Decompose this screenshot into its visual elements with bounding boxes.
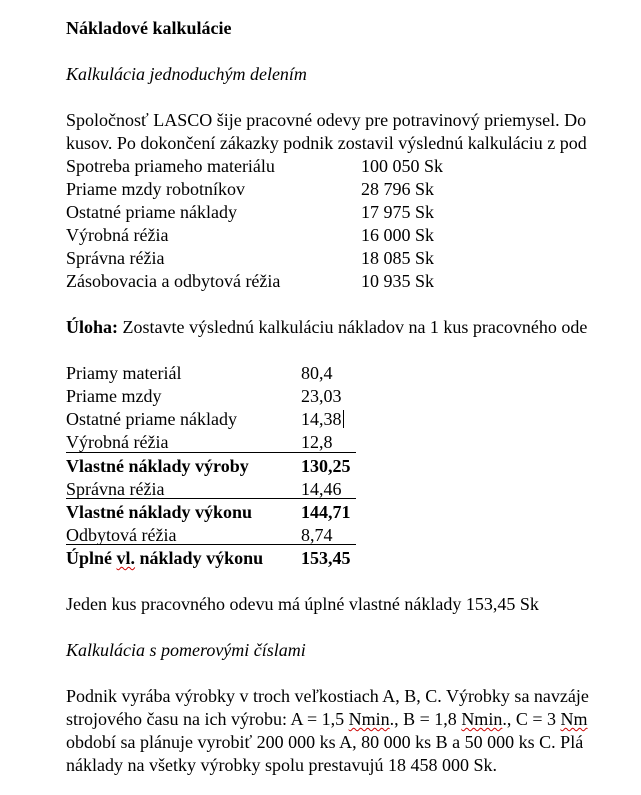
paragraph-line: Podnik vyrába výrobky v troch veľkostiach A, B, C. Výrobky sa navzáje xyxy=(66,686,589,706)
cost-label: Výrobná réžia xyxy=(66,225,169,245)
cost-label: Zásobovacia a odbytová réžia xyxy=(66,271,281,291)
paragraph-line: náklady na všetky výrobky spolu prestavujú 18 458 000 Sk. xyxy=(66,755,497,775)
spellcheck-word: Nmin xyxy=(348,709,390,729)
calc-row xyxy=(66,431,626,453)
calc-label: Vlastné náklady výkonu xyxy=(66,502,253,522)
calc-label-part: Úplné xyxy=(66,548,117,568)
calc-value-text: 14,38 xyxy=(301,409,342,429)
paragraph-line: období sa plánuje vyrobiť 200 000 ks A, 80 000 ks B a 50 000 ks C. Plá xyxy=(66,732,584,752)
cost-label: Priame mzdy robotníkov xyxy=(66,179,245,199)
cost-row xyxy=(66,201,626,223)
section-heading-ratio-numbers: Kalkulácia s pomerovými číslami xyxy=(66,640,306,660)
calc-value: 153,45 xyxy=(301,548,351,568)
spellcheck-word: Nmin xyxy=(461,709,503,729)
cost-label: Správna réžia xyxy=(66,248,165,268)
spellcheck-word: vl. xyxy=(116,548,136,568)
paragraph-line: kusov. Po dokončení zákazky podnik zostavil výslednú kalkuláciu z pod xyxy=(66,133,587,153)
cost-row xyxy=(66,247,626,269)
calc-label: Ostatné priame náklady xyxy=(66,409,237,429)
calc-row xyxy=(66,478,626,500)
text-cursor xyxy=(343,410,344,428)
cost-label: Ostatné priame náklady xyxy=(66,202,237,222)
task-label: Úloha: xyxy=(66,317,119,337)
calc-label: Odbytová réžia xyxy=(66,525,177,545)
subtotal-rule xyxy=(66,498,356,499)
calc-label: Priamy materiál xyxy=(66,363,182,383)
calc-label xyxy=(66,547,263,569)
calc-row-subtotal xyxy=(66,501,626,523)
summary-line: Jeden kus pracovného odevu má úplné vlastné náklady 153,45 Sk xyxy=(66,594,539,614)
calc-label: Výrobná réžia xyxy=(66,432,169,452)
calc-value: 12,8 xyxy=(301,432,333,452)
cost-row xyxy=(66,270,626,292)
calc-value: 14,46 xyxy=(301,479,342,499)
cost-value: 18 085 Sk xyxy=(361,248,435,268)
calc-row xyxy=(66,385,626,407)
subtotal-rule xyxy=(66,452,356,453)
paragraph-line xyxy=(66,708,588,730)
cost-value: 17 975 Sk xyxy=(361,202,435,222)
calc-row xyxy=(66,408,626,430)
text-run: ., C = 3 xyxy=(502,709,561,729)
calc-value: 8,74 xyxy=(301,525,333,545)
calc-label: Správna réžia xyxy=(66,479,165,499)
calc-row xyxy=(66,362,626,384)
calc-value xyxy=(301,408,344,430)
total-rule xyxy=(66,544,356,545)
document-title: Nákladové kalkulácie xyxy=(66,18,232,38)
calc-value: 23,03 xyxy=(301,386,342,406)
calc-label-part: náklady výkonu xyxy=(135,548,264,568)
cost-value: 16 000 Sk xyxy=(361,225,435,245)
paragraph-line: Spoločnosť LASCO šije pracovné odevy pre potravinový priemysel. Do xyxy=(66,110,587,130)
cost-row xyxy=(66,224,626,246)
cost-value: 10 935 Sk xyxy=(361,271,435,291)
cost-row xyxy=(66,155,626,177)
calc-row-total xyxy=(66,547,626,569)
calc-label: Priame mzdy xyxy=(66,386,162,406)
calc-value: 130,25 xyxy=(301,456,351,476)
cost-value: 28 796 Sk xyxy=(361,179,435,199)
calc-row-subtotal xyxy=(66,455,626,477)
cost-label: Spotreba priameho materiálu xyxy=(66,156,275,176)
task-line xyxy=(66,316,587,338)
calc-value: 80,4 xyxy=(301,363,333,383)
cost-value: 100 050 Sk xyxy=(361,156,444,176)
text-run: ., B = 1,8 xyxy=(389,709,462,729)
calc-label: Vlastné náklady výroby xyxy=(66,456,249,476)
calc-row xyxy=(66,524,626,546)
spellcheck-word: Nm xyxy=(560,709,588,729)
calc-value: 144,71 xyxy=(301,502,351,522)
cost-row xyxy=(66,178,626,200)
task-text: Zostavte výslednú kalkuláciu nákladov na 1 kus pracovného ode xyxy=(118,317,588,337)
section-heading-simple-division: Kalkulácia jednoduchým delením xyxy=(66,64,307,84)
text-run: strojového času na ich výrobu: A = 1,5 xyxy=(66,709,349,729)
